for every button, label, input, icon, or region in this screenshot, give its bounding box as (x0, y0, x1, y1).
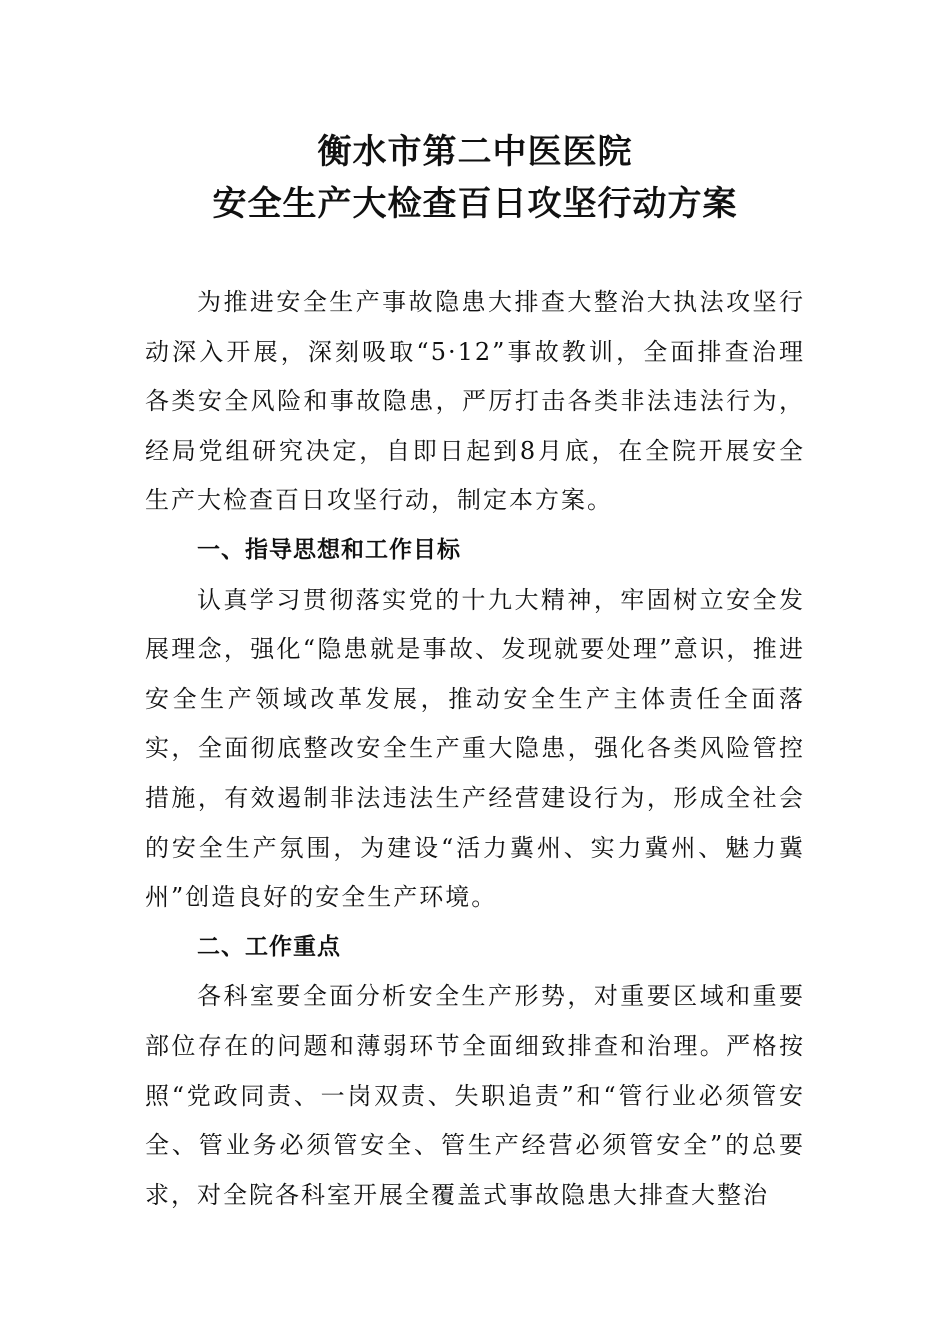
document-title-line1: 衡水市第二中医医院 (317, 132, 633, 172)
document-body (145, 278, 805, 1220)
document-title-line2: 安全生产大检查百日攻坚行动方案 (212, 184, 738, 224)
section2-paragraph: 各科室要全面分析安全生产形势，对重要区域和重要部位存在的问题和薄弱环节全面细致排查和治理。严格按照“党政同责、一岗双责、失职追责”和“管行业必须管安全、管业务必须管安全、管生产经营必须管安全”的总要求，对全院各科室开展全覆盖式事故隐患大排查大整治 (145, 982, 805, 1209)
intro-paragraph: 为推进安全生产事故隐患大排查大整治大执法攻坚行动深入开展，深刻吸取“5·12”事故教训，全面排查治理各类安全风险和事故隐患，严厉打击各类非法违法行为，经局党组研究决定，自即日起到8月底，在全院开展安全生产大检查百日攻坚行动，制定本方案。 (145, 288, 805, 515)
section1-heading: 一、指导思想和工作目标 (197, 536, 461, 563)
section2-heading: 二、工作重点 (197, 933, 341, 960)
section1-paragraph: 认真学习贯彻落实党的十九大精神，牢固树立安全发展理念，强化“隐患就是事故、发现就要处理”意识，推进安全生产领域改革发展，推动安全生产主体责任全面落实，全面彻底整改安全生产重大隐患，强化各类风险管控措施，有效遏制非法违法生产经营建设行为，形成全社会的安全生产氛围，为建设“活力冀州、实力冀州、魅力冀州”创造良好的安全生产环境。 (145, 585, 805, 912)
